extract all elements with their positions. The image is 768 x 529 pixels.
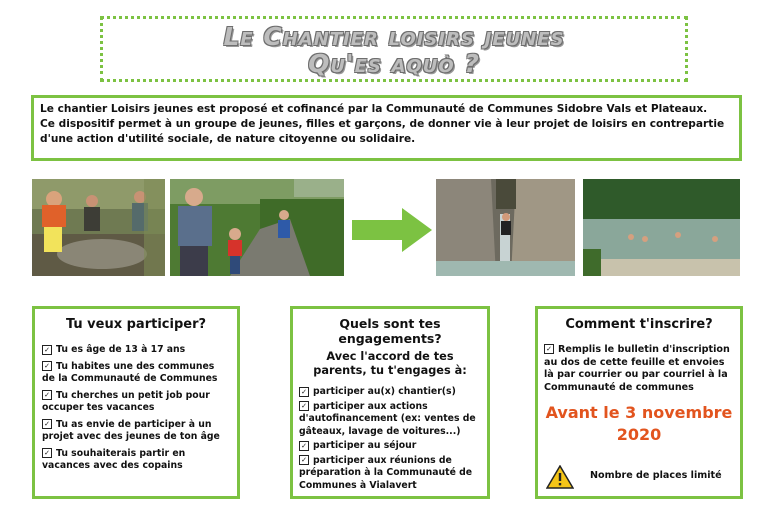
checkbox-icon: ✓: [42, 419, 52, 429]
register-heading: Comment t'inscrire?: [565, 317, 713, 332]
photo-canyoning: [436, 179, 575, 276]
commitments-subheading: Avec l'accord de tes parents, tu t'engages à:: [313, 350, 467, 377]
list-item: ✓ participer au(x) chantier(s): [299, 386, 481, 399]
warning-icon: [546, 465, 574, 489]
commitments-heading: Quels sont tes engagements?: [338, 316, 442, 346]
warning-text: Nombre de places limité: [590, 470, 722, 481]
checkbox-icon: ✓: [42, 361, 52, 371]
checkbox-icon: ✓: [299, 441, 309, 451]
photo-work-stream: [170, 179, 344, 276]
page-subtitle: Qu'es aquò ?: [308, 49, 480, 78]
checkbox-icon: ✓: [42, 345, 52, 355]
list-item: ✓ Tu habites une des communes de la Communauté de Communes: [42, 360, 218, 384]
warning-row: [544, 465, 734, 489]
checkbox-icon: ✓: [299, 401, 309, 411]
photo-work-clearing: [32, 179, 165, 276]
list-item: ✓ Tu as envie de participer à un projet avec des jeunes de ton âge: [42, 418, 220, 442]
deadline-date: Avant le 3 novembre: [545, 403, 733, 422]
list-item: ✓ participer aux actions d'autofinancement (ex: ventes de gâteaux, lavage de voitures...): [299, 400, 476, 437]
intro-line-1: Le chantier Loisirs jeunes est proposé et cofinancé par la Communauté de Communes Sidobre Vals et Plateaux.: [40, 103, 708, 115]
checkbox-icon: ✓: [42, 448, 52, 458]
title-banner: [100, 16, 688, 82]
register-instruction: ✓ Remplis le bulletin d'inscription au dos de cette feuille et envoies là par courrier ou par courriel à la Communauté de communes: [544, 344, 730, 393]
register-card: [535, 306, 743, 499]
list-item: ✓ Tu es âge de 13 à 17 ans: [42, 344, 230, 357]
participate-card: [32, 306, 240, 499]
right-arrow-icon: [352, 208, 432, 252]
checkbox-icon: ✓: [299, 387, 309, 397]
photo-lake-swim: [583, 179, 740, 276]
list-item: ✓ Tu cherches un petit job pour occuper tes vacances: [42, 389, 210, 413]
deadline-year: 2020: [616, 425, 662, 444]
list-item: ✓ participer aux réunions de préparation à la Communauté de Communes à Vialavert: [299, 454, 473, 491]
checkbox-icon: ✓: [544, 344, 554, 354]
list-item: ✓ Tu souhaiterais partir en vacances avec des copains: [42, 447, 186, 471]
checkbox-icon: ✓: [299, 455, 309, 465]
page-title: Le Chantier loisirs jeunes: [223, 22, 565, 51]
intro-box: [31, 95, 742, 161]
commitments-card: [290, 306, 490, 499]
list-item: ✓ participer au séjour: [299, 440, 481, 453]
participate-heading: Tu veux participer?: [65, 317, 207, 332]
checkbox-icon: ✓: [42, 390, 52, 400]
intro-line-2: Ce dispositif permet à un groupe de jeunes, filles et garçons, de donner vie à leur projet de loisirs en contrepartie d'une action d'utilité sociale, de nature citoyenne ou solidaire.: [40, 118, 725, 145]
